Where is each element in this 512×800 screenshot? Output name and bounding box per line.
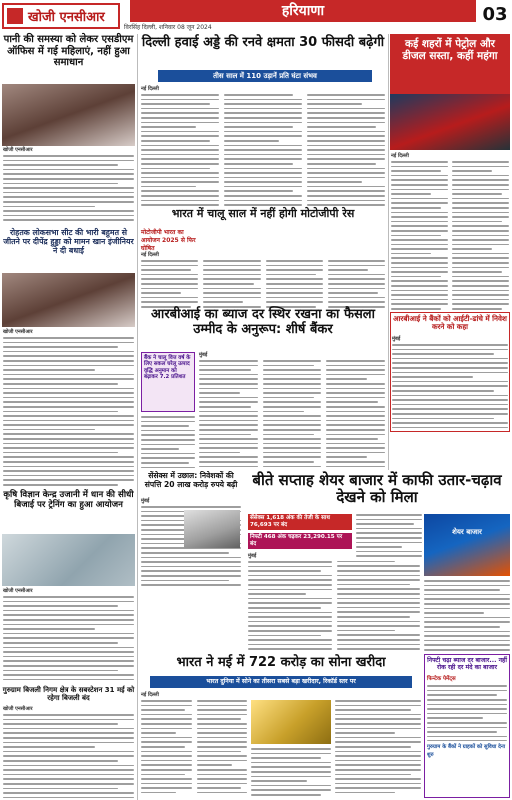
sensex-headline: सेंसेक्स में उछाल: निवेशकों की संपत्ति 20 लाख करोड़ रुपये बढ़ी: [144, 471, 238, 489]
brand-name: खोजी एनसीआर: [28, 10, 105, 25]
rbi-story: [140, 308, 386, 338]
airport-strap: तीस साल में 110 उड़ानें प्रति घंटा संभव: [158, 70, 372, 82]
gold-body: [141, 700, 247, 796]
bottom-right-body: [427, 685, 507, 741]
gold-strap: भारत दुनिया में सोने का तीसरा सबसे बड़ा खरीदार, रिकॉर्ड स्तर पर: [150, 676, 412, 688]
gold-body-3: [335, 700, 421, 796]
airport-dateline: नई दिल्ली: [141, 86, 159, 92]
rbi-body: [199, 360, 385, 470]
rbi-headline: आरबीआई का ब्याज दर स्थिर रखना का फैसला उम्मीद के अनुरूप: शीर्ष बैंकर: [151, 307, 375, 337]
sensex-photo: [184, 510, 240, 548]
rbi-dateline: मुंबई: [199, 352, 208, 358]
left-story-kvk-body: [3, 596, 134, 682]
market-photo: [424, 514, 510, 576]
page-number: 03: [482, 4, 508, 25]
left-story-kvk-dateline: खोजी एनसीआर: [3, 588, 33, 594]
gold-story: [140, 590, 422, 671]
rbi-body-left: [141, 416, 195, 470]
left-story-power: [2, 686, 135, 702]
left-story-water-photo: [2, 84, 135, 146]
bottom-right-sub: फिन्टेक पेमेंट्स: [427, 676, 456, 683]
left-story-rohtak-dateline: खोजी एनसीआर: [3, 329, 33, 335]
motogp-kicker: मोटोजीपी भारत का आयोजन 2025 से फिर घोषित: [141, 229, 196, 252]
rbi-highlight-box: [141, 352, 195, 412]
left-story-water-headline: पानी की समस्या को लेकर एसडीएम ऑफिस में गई महिलाएं, नहीं हुआ समाधान: [3, 34, 134, 68]
market-story: [246, 472, 508, 507]
market-headline: बीते सप्ताह शेयर बाजार में काफी उतार-चढ़ाव देखने को मिला: [252, 471, 502, 507]
left-story-water-caption: खोजी एनसीआर: [3, 147, 33, 153]
left-story-rohtak-headline: रोहतक लोकसभा सीट की भारी बहुमत से जीतने पर दीपेंद्र हुड्डा को मामन खान इंजीनियर ने दी बधाई: [3, 228, 134, 255]
brand-logo-icon: [7, 8, 23, 24]
motogp-body: [141, 260, 385, 308]
bank-box-dateline: मुंबई: [392, 336, 401, 342]
market-stat-sensex: सेंसेक्स 1,618 अंक की तेजी के साथ 76,693 पर बंद: [248, 514, 352, 530]
fuel-headline: कई शहरों में पेट्रोल और डीजल सस्ता, कहीं महंगा: [402, 38, 498, 63]
gold-headline: भारत ने मई में 722 करोड़ का सोना खरीदा: [176, 655, 386, 670]
motogp-headline: भारत में चालू साल में नहीं होगी मोटोजीपी रेस: [171, 207, 355, 220]
left-story-water: [2, 34, 135, 69]
left-story-rohtak-photo: [2, 273, 135, 327]
right-column-rule: [388, 34, 389, 470]
gold-body-2: [251, 748, 331, 796]
airport-body: [141, 94, 385, 206]
fuel-photo: [390, 94, 510, 150]
left-story-power-dateline: खोजी एनसीआर: [3, 706, 33, 712]
section-title: हरियाणा: [130, 0, 476, 22]
market-body-top: [356, 514, 422, 558]
fuel-dateline: नई दिल्ली: [391, 153, 409, 159]
left-story-rohtak-body: [3, 337, 134, 489]
bottom-right-box: [424, 654, 510, 798]
motogp-dateline: नई दिल्ली: [141, 252, 159, 258]
left-story-rohtak: [2, 229, 135, 256]
left-story-kvk: [2, 491, 135, 511]
market-photo-label: शेयर बाजार: [452, 528, 482, 536]
bottom-right-headline: निफ्टी चढ़ा ब्याज दर बाजार... नहीं रोक रही दर मंदे का बाजार: [427, 657, 507, 672]
market-dateline: मुंबई: [248, 553, 257, 559]
motogp-story: [140, 208, 386, 221]
gold-photo: [251, 700, 331, 744]
bottom-right-note: गुरुग्राम के बैंकों ने ग्राहकों को सुविधा देना शुरु: [427, 744, 506, 759]
gold-dateline: नई दिल्ली: [141, 692, 159, 698]
market-body-right: [424, 580, 510, 652]
market-stat-nifty: निफ्टी 468 अंक चढ़कर 23,290.15 पर बंद: [248, 533, 352, 549]
left-story-kvk-photo: [2, 534, 135, 586]
masthead: [0, 0, 512, 34]
left-story-kvk-headline: कृषि विज्ञान केन्द्र उजानी में धान की सीधी बिजाई पर ट्रेनिंग का हुआ आयोजन: [3, 490, 134, 510]
fuel-story: [390, 34, 510, 94]
masthead-dateline: विरसिंह दिल्ली, शनिवार 08 जून 2024: [124, 24, 212, 31]
airport-headline: दिल्ली हवाई अड्डे की रनवे क्षमता 30 फीसदी बढ़ेगी: [141, 35, 385, 50]
bank-box-headline: आरबीआई ने बैंकों को आईटी-ढांचे में निवेश करने को कहा: [393, 314, 507, 332]
rbi-highlight-text: बैंक ने चालू वित्त वर्ष के लिए सकल घरेलू उत्पाद वृद्धि अनुमान को बढ़ाकर 7.2 प्रतिशत: [144, 355, 191, 381]
sensex-box: [140, 472, 242, 489]
bank-box-body: [392, 344, 508, 430]
left-story-power-headline: गुरुग्राम बिजली निगम क्षेत्र के सबस्टेशन 31 मई को रहेगा बिजली बंद: [2, 686, 135, 703]
left-column-rule: [137, 34, 138, 800]
left-story-water-body: [3, 155, 134, 223]
airport-story: [140, 36, 386, 51]
sensex-dateline: मुंबई: [141, 498, 150, 504]
fuel-body: [391, 161, 509, 311]
left-story-power-body: [3, 714, 134, 798]
brand-box: [2, 3, 120, 29]
